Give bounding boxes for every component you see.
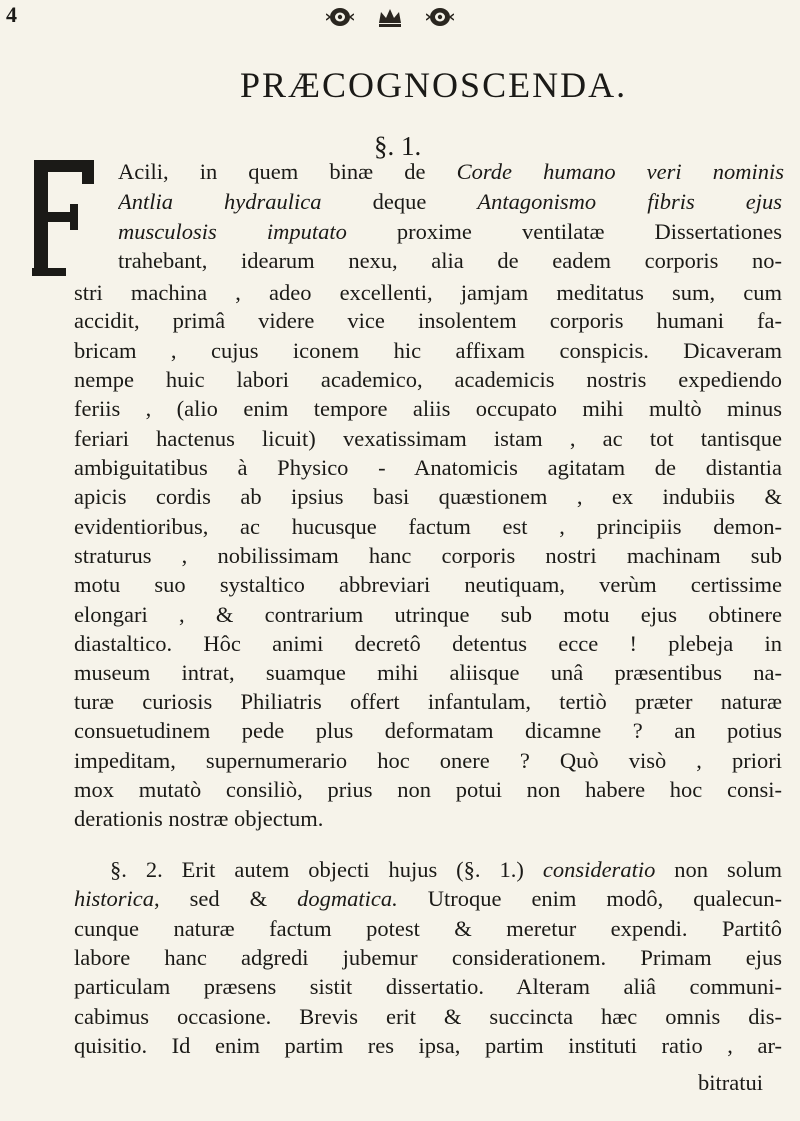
text-line	[74, 1031, 782, 1061]
text-run: quisitio. Id enim partim res ipsa, partim instituti ratio , ar-	[74, 1033, 782, 1058]
text-line	[74, 914, 782, 944]
text-run: trahebant, idearum nexu, alia de eadem corporis no-	[118, 248, 782, 273]
italic-text: dogmatica.	[297, 886, 398, 911]
text-line	[74, 716, 782, 746]
text-line	[74, 453, 782, 483]
text-run: feriis , (alio enim tempore aliis occupato mihi multò minus	[74, 396, 782, 421]
text-line	[74, 365, 782, 395]
text-line	[74, 482, 782, 512]
text-line	[118, 187, 782, 217]
dropcap-f-icon	[32, 160, 96, 276]
text-line	[110, 855, 782, 885]
text-run: cunque naturæ factum potest & meretur expendi. Partitô	[74, 916, 782, 941]
text-line	[74, 512, 782, 542]
text-run: proxime ventilatæ Dissertationes	[346, 219, 782, 244]
italic-text: musculosis imputato	[118, 219, 347, 244]
text-line	[74, 804, 334, 834]
text-line	[74, 658, 782, 688]
text-run: motu suo systaltico abbreviari neutiquam, verùm certissime	[74, 572, 782, 597]
italic-text: Corde humano veri nominis	[456, 159, 784, 184]
text-run: derationis nostræ objectum.	[74, 806, 324, 831]
text-run: non solum	[655, 857, 782, 882]
text-line	[74, 424, 782, 454]
text-run: particulam præsens sistit dissertatio. Alteram aliâ communi-	[74, 974, 782, 999]
text-line	[74, 394, 782, 424]
text-run: accidit, primâ videre vice insolentem corporis humani fa-	[74, 308, 782, 333]
text-run: Acili, in quem binæ de	[118, 159, 457, 184]
text-line	[118, 217, 782, 247]
fleuron-icon	[326, 6, 354, 28]
text-run: elongari , & contrarium utrinque sub motu ejus obtinere	[74, 602, 782, 627]
text-run: Utroque enim modô, qualecun-	[397, 886, 782, 911]
text-run: , sed &	[154, 886, 298, 911]
text-line	[74, 306, 782, 336]
text-run: feriari hactenus licuit) vexatissimam istam , ac tot tantisque	[74, 426, 782, 451]
text-line	[74, 278, 782, 308]
text-line	[74, 336, 782, 366]
text-run: apicis cordis ab ipsius basi quæstionem , ex indubiis &	[74, 484, 782, 509]
text-line	[74, 746, 782, 776]
header-ornaments	[326, 6, 454, 28]
text-run: museum intrat, suamque mihi aliisque unâ præsentibus na-	[74, 660, 782, 685]
text-line	[118, 246, 782, 276]
text-run: straturus , nobilissimam hanc corporis nostri machinam sub	[74, 543, 782, 568]
text-line	[74, 884, 782, 914]
text-run: evidentioribus, ac hucusque factum est , principiis demon-	[74, 514, 782, 539]
text-line	[74, 629, 782, 659]
text-run: diastaltico. Hôc animi decretô detentus ecce ! plebeja in	[74, 631, 782, 656]
text-run: impeditam, supernumerario hoc onere ? Quò visò , priori	[74, 748, 782, 773]
section-mark: §. 1.	[374, 131, 422, 161]
text-run: labore hanc adgredi jubemur considerationem. Primam ejus	[74, 945, 782, 970]
text-run: ambiguitatibus à Physico - Anatomicis agitatam de distantia	[74, 455, 782, 480]
italic-text: Antlia hydraulica	[118, 189, 322, 214]
page-number: 4	[6, 2, 17, 27]
page-title: PRÆCOGNOSCENDA.	[240, 65, 628, 105]
italic-text: consideratio	[542, 857, 656, 882]
text-run: stri machina , adeo excellenti, jamjam meditatus sum, cum	[74, 280, 782, 305]
fleuron-icon	[426, 6, 454, 28]
catchword: bitratui	[698, 1070, 763, 1095]
text-line	[74, 600, 782, 630]
text-line	[74, 687, 782, 717]
text-line	[118, 157, 784, 187]
text-line	[74, 541, 782, 571]
text-run: nempe huic labori academico, academicis nostris expediendo	[74, 367, 782, 392]
text-run: §. 2. Erit autem objecti hujus (§. 1.)	[110, 857, 543, 882]
text-run: cabimus occasione. Brevis erit & succincta hæc omnis dis-	[74, 1004, 782, 1029]
text-line	[74, 972, 782, 1002]
text-line	[74, 570, 782, 600]
text-run: consuetudinem pede plus deformatam dicamne ? an potius	[74, 718, 782, 743]
text-run: deque	[321, 189, 478, 214]
text-line	[74, 1002, 782, 1032]
text-run: turæ curiosis Philiatris offert infantulam, tertiò præter naturæ	[74, 689, 782, 714]
text-run: mox mutatò consiliò, prius non potui non habere hoc consi-	[74, 777, 782, 802]
italic-text: Antagonismo fibris ejus	[477, 189, 782, 214]
italic-text: historica	[74, 886, 155, 911]
text-run: bricam , cujus iconem hic affixam conspicis. Dicaveram	[74, 338, 782, 363]
crown-icon	[376, 6, 404, 28]
text-line	[74, 775, 782, 805]
text-line	[74, 943, 782, 973]
